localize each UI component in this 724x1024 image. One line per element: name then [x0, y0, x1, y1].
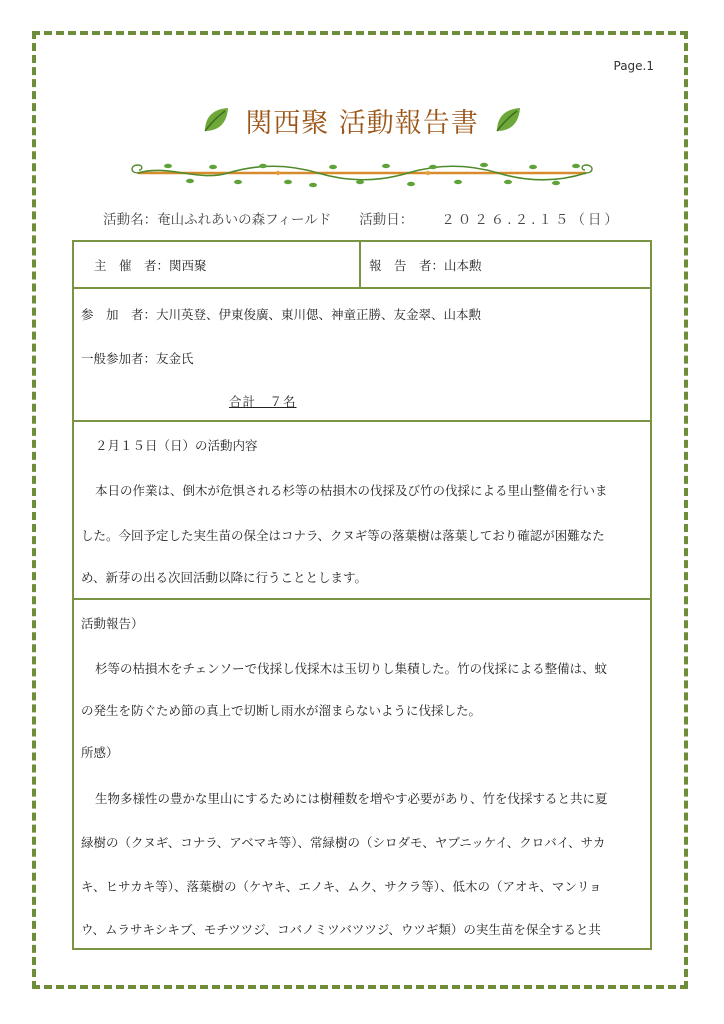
participants-list: 参 加 者：大川英登、伊東俊廣、東川偲、神童正勝、友金翠、山本勲: [81, 307, 482, 322]
reporter-value: 山本勲: [444, 257, 482, 273]
reporter-label: 報 告 者：: [369, 257, 445, 273]
activity-date-value: ２０２６.２.１５（日）: [441, 212, 621, 228]
participants-section: [74, 289, 650, 422]
impressions-text-line: キ、ヒサカキ等）、落葉樹の（ケヤキ、エノキ、ムク、サクラ等）、低木の（アオキ、マンリョ: [81, 879, 602, 894]
report-and-impressions-section: [74, 600, 650, 950]
activity-meta-line: [0, 208, 724, 228]
activity-heading: ２月１５日（日）の活動内容: [95, 438, 258, 453]
report-text-line: の発生を防ぐため節の真上で切断し雨水が溜まらないように伐採した。: [81, 703, 482, 718]
organizer-value: 関西聚: [169, 257, 207, 273]
organizer-cell: [74, 242, 361, 287]
activity-text-line: め、新芽の出る次回活動以降に行うこととします。: [81, 570, 368, 585]
reporter-cell: [361, 242, 650, 287]
activity-date-label: 活動日：: [359, 212, 414, 228]
impressions-text-line: 生物多様性の豊かな里山にするためには樹種数を増やす必要があり、竹を伐採すると共に夏: [95, 791, 608, 806]
document-title: 関西聚 活動報告書: [245, 107, 479, 139]
impressions-heading: 所感）: [81, 745, 119, 760]
participant-total: 合計 ７名: [229, 394, 297, 409]
impressions-text-line: 緑樹の（クヌギ、コナラ、アベマキ等）、常緑樹の（シロダモ、ヤブニッケイ、クロバイ、サカ: [81, 835, 606, 850]
activity-text-line: した。今回予定した実生苗の保全はコナラ、クヌギ等の落葉樹は落葉しており確認が困難なた: [81, 528, 605, 543]
activity-date: [359, 212, 621, 228]
activity-name: 活動名：奄山ふれあいの森フィールド: [103, 212, 332, 228]
vine-ornament-icon: [128, 158, 594, 192]
report-text-line: 杉等の枯損木をチェンソーで伐採し伐採木は玉切りし集積した。竹の伐採による整備は、蚊: [95, 661, 608, 676]
leaf-icon-left: [201, 105, 231, 135]
organizer-reporter-row: [74, 242, 650, 289]
general-participants: 一般参加者：友金氏: [81, 351, 194, 366]
page-number: Page.1: [613, 59, 654, 73]
title-row: [0, 98, 724, 142]
organizer-label: 主 催 者：: [94, 257, 170, 273]
activity-content-section: [74, 422, 650, 600]
impressions-text-line: ウ、ムラサキシキブ、モチツツジ、コバノミツバツツジ、ウツギ類）の実生苗を保全すると共: [81, 922, 601, 937]
leaf-icon-right: [493, 105, 523, 135]
activity-text-line: 本日の作業は、倒木が危惧される杉等の枯損木の伐採及び竹の伐採による里山整備を行いま: [95, 483, 608, 498]
report-table: [72, 240, 652, 950]
report-heading: 活動報告）: [81, 616, 144, 631]
